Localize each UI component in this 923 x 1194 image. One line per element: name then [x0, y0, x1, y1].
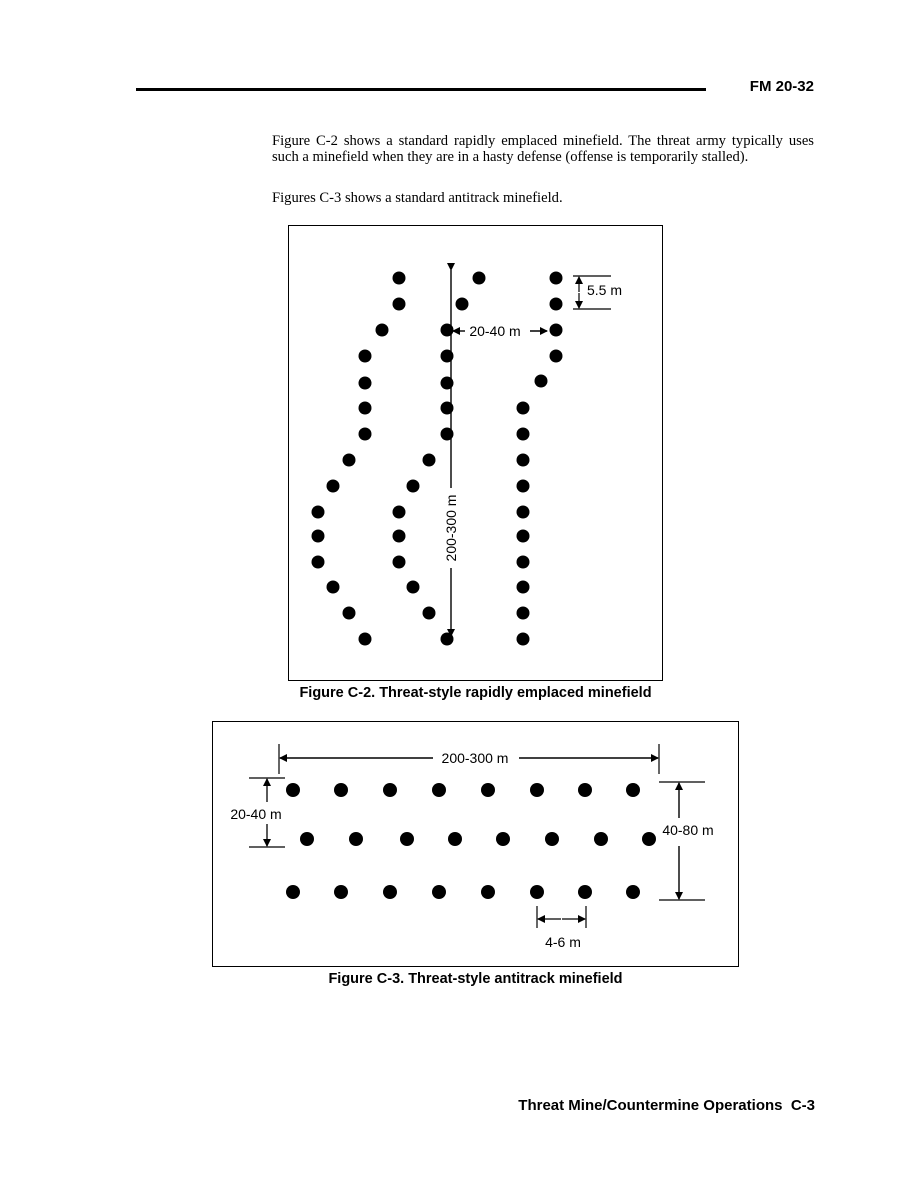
mine-icon — [535, 375, 548, 388]
mine-icon — [530, 885, 544, 899]
mine-icon — [550, 272, 563, 285]
header-doc-code: FM 20-32 — [749, 78, 814, 95]
mine-icon — [550, 298, 563, 311]
body-paragraph-1: Figure C-2 shows a standard rapidly emplaced minefield. The threat army typically uses such a minefield when they are in a hasty defense (offense is temporarily stalled). — [272, 133, 814, 165]
mine-icon — [545, 832, 559, 846]
mine-icon — [312, 556, 325, 569]
mine-icon — [594, 832, 608, 846]
mine-icon — [349, 832, 363, 846]
mine-icon — [550, 350, 563, 363]
figure-c3 — [212, 721, 739, 967]
mine-icon — [517, 556, 530, 569]
mine-icon — [359, 350, 372, 363]
mine-icon — [359, 402, 372, 415]
mine-icon — [517, 428, 530, 441]
mine-icon — [550, 324, 563, 337]
figure-c2-caption: Figure C-2. Threat-style rapidly emplaced minefield — [299, 685, 652, 701]
mine-icon — [517, 480, 530, 493]
mine-icon — [530, 783, 544, 797]
mine-icon — [334, 783, 348, 797]
mine-icon — [393, 298, 406, 311]
depth-label: 40-80 m — [662, 822, 714, 838]
mine-icon — [376, 324, 389, 337]
mine-icon — [312, 506, 325, 519]
page-footer — [518, 1097, 815, 1114]
mine-icon — [383, 885, 397, 899]
mine-icon — [327, 480, 340, 493]
mine-icon — [578, 783, 592, 797]
figure-c3-mines — [286, 783, 656, 899]
mine-icon — [393, 506, 406, 519]
mine-icon — [393, 272, 406, 285]
mine-icon — [400, 832, 414, 846]
mine-icon — [626, 783, 640, 797]
mine-icon — [312, 530, 325, 543]
figure-c3-caption: Figure C-3. Threat-style antitrack minefield — [328, 971, 623, 987]
mine-icon — [393, 556, 406, 569]
mine-icon — [473, 272, 486, 285]
mine-icon — [517, 581, 530, 594]
mine-icon — [517, 633, 530, 646]
mine-icon — [359, 377, 372, 390]
mine-icon — [448, 832, 462, 846]
body-paragraph-2: Figures C-3 shows a standard antitrack minefield. — [272, 190, 563, 206]
mine-icon — [343, 607, 356, 620]
mine-icon — [407, 581, 420, 594]
figure-c2-diagram — [289, 226, 664, 682]
mine-icon — [423, 607, 436, 620]
mine-icon — [456, 298, 469, 311]
mine-icon — [359, 428, 372, 441]
width-label: 20-40 m — [469, 323, 521, 339]
mine-icon — [517, 607, 530, 620]
mine-icon — [393, 530, 406, 543]
figure-c2 — [288, 225, 663, 681]
mine-icon — [517, 402, 530, 415]
mine-icon — [578, 885, 592, 899]
footer-section-title: Threat Mine/Countermine Operations — [518, 1097, 783, 1114]
mine-icon — [300, 832, 314, 846]
mine-spacing-label: 4-6 m — [545, 934, 581, 950]
mine-icon — [327, 581, 340, 594]
mine-icon — [432, 783, 446, 797]
figure-c3-diagram — [213, 722, 740, 968]
mine-icon — [286, 885, 300, 899]
footer-page-number: C-3 — [790, 1097, 815, 1114]
mine-icon — [359, 633, 372, 646]
mine-icon — [496, 832, 510, 846]
row-spacing-label: 20-40 m — [230, 806, 282, 822]
mine-icon — [343, 454, 356, 467]
mine-icon — [423, 454, 436, 467]
mine-icon — [626, 885, 640, 899]
header-rule — [136, 88, 706, 91]
mine-icon — [286, 783, 300, 797]
mine-icon — [642, 832, 656, 846]
figure-c2-mines — [312, 272, 563, 646]
length-label: 200-300 m — [443, 494, 459, 562]
mine-icon — [432, 885, 446, 899]
mine-icon — [407, 480, 420, 493]
length-label: 200-300 m — [441, 750, 509, 766]
mine-icon — [334, 885, 348, 899]
mine-icon — [517, 506, 530, 519]
spacing-label: 5.5 m — [587, 282, 623, 298]
mine-icon — [481, 885, 495, 899]
mine-icon — [517, 530, 530, 543]
mine-icon — [517, 454, 530, 467]
mine-icon — [481, 783, 495, 797]
mine-icon — [383, 783, 397, 797]
